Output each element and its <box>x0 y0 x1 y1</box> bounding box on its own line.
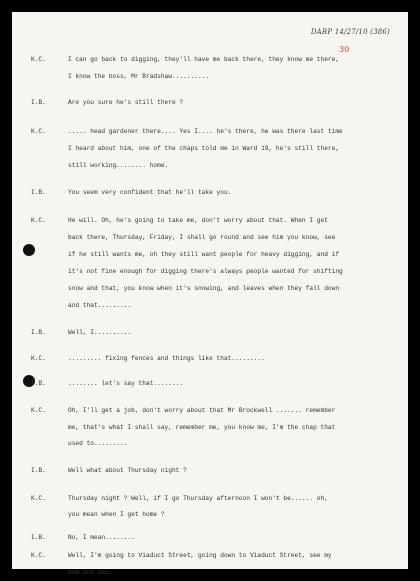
line-text: you mean when I get home ? <box>68 511 165 518</box>
line-text: I can go back to digging, they'll have me back there, they know me there, <box>68 56 340 63</box>
speaker-label: K.C. <box>31 407 46 414</box>
speaker-label: I.B. <box>31 534 46 541</box>
line-text: mum and dad. <box>68 569 113 576</box>
document-page <box>12 12 408 576</box>
line-text: Well what about Thursday night ? <box>68 467 187 474</box>
line-text: and that......... <box>68 302 132 309</box>
speaker-label: K.C. <box>31 495 46 502</box>
speaker-label: K.C. <box>31 355 46 362</box>
line-text: used to......... <box>68 440 128 447</box>
line-text: He will. Oh, he's going to take me, don't worry about that. When I get <box>68 217 328 224</box>
line-text: You seem very confident that he'll take you. <box>68 189 232 196</box>
speaker-label: I.B. <box>31 189 46 196</box>
line-text: ..... head gardener there.... Yes I.... he's there, he was there last time <box>68 128 343 135</box>
line-text: Thursday night ? Well, if I go Thursday afternoon I won't be...... oh, <box>68 495 328 502</box>
archive-reference: DARP 14/27/10 (386) <box>310 28 390 36</box>
line-text: I heard about him, one of the chaps told me in Ward 19, he's still there, <box>68 145 340 152</box>
line-text: I know the boss, Mr Bradshaw.......... <box>68 73 210 80</box>
speaker-label: I.B. <box>31 99 46 106</box>
line-text: snow and that, you know when it's snowing, and leaves when they fall down <box>68 285 340 292</box>
line-text: still working........ home. <box>68 162 169 169</box>
speaker-label: K.C. <box>31 56 46 63</box>
line-text: it's not fine enough for digging there's always people wanted for shifting <box>68 268 343 275</box>
line-text: No, I mean........ <box>68 534 135 541</box>
speaker-label: K.C. <box>31 128 46 135</box>
line-text: Oh, I'll get a job, don't worry about that Mr Brockwell ....... remember <box>68 407 336 414</box>
line-text: me, that's what I shall say, remember me, you know me, I'm the chap that <box>68 424 336 431</box>
page-number: 30 <box>339 45 350 54</box>
line-text: Are you sure he's still there ? <box>68 99 184 106</box>
line-text: Well, I'm going to Viaduct Street, going down to Viaduct Street, see my <box>68 552 332 559</box>
line-text: ........ let's say that........ <box>68 380 184 387</box>
line-text: if he still wants me, oh they still want people for heavy digging, and if <box>68 251 340 258</box>
punch-hole-top <box>23 244 35 256</box>
speaker-label: I.B. <box>31 380 46 387</box>
line-text: back there, Thursday, Friday, I shall go round and see him you know, see <box>68 234 336 241</box>
speaker-label: K.C. <box>31 217 46 224</box>
line-text: ......... fixing fences and things like that......... <box>68 355 265 362</box>
line-text: Well, I.......... <box>68 329 132 336</box>
speaker-label: I.B. <box>31 467 46 474</box>
speaker-label: K.C. <box>31 552 46 559</box>
speaker-label: I.B. <box>31 329 46 336</box>
